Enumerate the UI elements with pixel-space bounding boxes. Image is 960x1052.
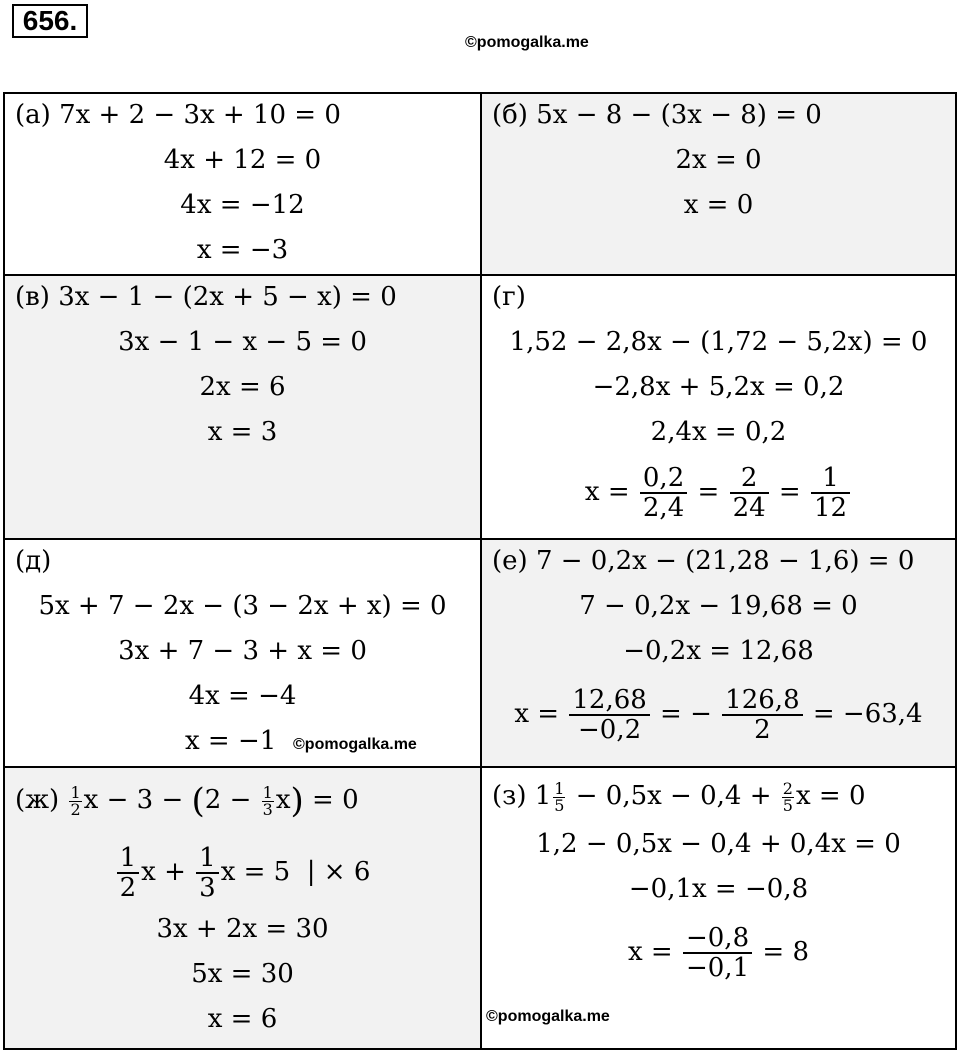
cell-e <box>481 539 956 767</box>
z-line-1: (з) 1 $\frac{1}{5}$ − 0,5x − 0,4 + $\frac{2}{5}$ x = 0 <box>492 778 866 815</box>
cell-g <box>481 275 956 539</box>
cell-v <box>4 275 481 539</box>
g-fraction-1: $\frac{0,2}{2,4}$ <box>640 464 687 522</box>
g-line-3: 2,4x = 0,2 <box>650 417 787 447</box>
zh-small-frac-third: $\frac{1}{3}$ <box>262 782 273 819</box>
z-line-2: 1,2 − 0,5x − 0,4 + 0,4x = 0 <box>536 829 901 859</box>
watermark-cell-z: ©pomogalka.me <box>486 1008 610 1025</box>
cell-zh <box>4 767 481 1049</box>
e-fraction-2: $\frac{126,8}{2}$ <box>722 686 802 744</box>
cell-a <box>4 93 481 275</box>
a-line-4: x = −3 <box>196 235 289 265</box>
zh-line-1: (ж) $\frac{1}{2}$ x − 3 − (2 − $\frac{1}{3}$ x) = 0 <box>15 781 359 821</box>
solutions-table <box>3 92 957 1050</box>
g-label: (г) <box>492 282 526 312</box>
e-fraction-1: $\frac{12,68}{-0,2}$ <box>569 686 649 744</box>
d-line-1: 5x + 7 − 2x − (3 − 2x + x) = 0 <box>38 591 447 621</box>
cell-d <box>4 539 481 767</box>
z-small-frac-fifth: $\frac{1}{5}$ <box>554 778 565 815</box>
g-fraction-3: $\frac{1}{12}$ <box>811 464 850 522</box>
zh-small-frac-half: $\frac{1}{2}$ <box>70 782 81 819</box>
e-line-1: (е) 7 − 0,2x − (21,28 − 1,6) = 0 <box>492 546 915 576</box>
v-line-4: x = 3 <box>207 417 278 447</box>
g-line-1: 1,52 − 2,8x − (1,72 − 5,2x) = 0 <box>509 327 928 357</box>
cell-z <box>481 767 956 1049</box>
zh-frac-third: $\frac{1}{3}$ <box>196 844 219 902</box>
zh-line-3: 3x + 2x = 30 <box>156 914 329 944</box>
b-line-1: (б) 5x − 8 − (3x − 8) = 0 <box>492 100 822 130</box>
e-line-2: 7 − 0,2x − 19,68 = 0 <box>579 591 858 621</box>
watermark-top: ©pomogalka.me <box>465 34 589 51</box>
d-line-3: 4x = −4 <box>188 681 297 711</box>
zh-frac-half: $\frac{1}{2}$ <box>117 844 140 902</box>
b-line-2: 2x = 0 <box>675 145 762 175</box>
a-line-1: (а) 7x + 2 − 3x + 10 = 0 <box>15 100 341 130</box>
d-line-4: x = −1 <box>185 726 277 756</box>
a-line-3: 4x = −12 <box>180 190 305 220</box>
v-line-3: 2x = 6 <box>199 372 286 402</box>
exercise-number: 656. <box>12 4 88 38</box>
v-line-2: 3x − 1 − x − 5 = 0 <box>118 327 367 357</box>
g-line-4: x = $\frac{0,2}{2,4}$ = $\frac{2}{24}$ = $\frac{1}{12}$ <box>482 452 955 532</box>
e-line-4: x = $\frac{12,68}{-0,2}$ = − $\frac{126,8}{2}$ = −63,4 <box>514 685 923 745</box>
d-line-2: 3x + 7 − 3 + x = 0 <box>118 636 367 666</box>
v-line-1: (в) 3x − 1 − (2x + 5 − x) = 0 <box>15 282 397 312</box>
z-small-frac-two-fifths: $\frac{2}{5}$ <box>782 778 793 815</box>
cell-b <box>481 93 956 275</box>
zh-line-5: x = 6 <box>207 1004 278 1034</box>
g-line-2: −2,8x + 5,2x = 0,2 <box>592 372 845 402</box>
e-line-3: −0,2x = 12,68 <box>623 636 814 666</box>
watermark-cell-d: ©pomogalka.me <box>293 736 417 753</box>
zh-line-4: 5x = 30 <box>191 959 294 989</box>
d-label: (д) <box>15 546 52 576</box>
g-fraction-2: $\frac{2}{24}$ <box>730 464 769 522</box>
zh-line-2: $\frac{1}{2}$ x + $\frac{1}{3}$ x = 5 | × 6 <box>5 832 480 912</box>
b-line-3: x = 0 <box>683 190 754 220</box>
z-line-4: x = $\frac{-0,8}{-0,1}$ = 8 <box>628 923 809 983</box>
z-fraction: $\frac{-0,8}{-0,1}$ <box>683 924 752 982</box>
a-line-2: 4x + 12 = 0 <box>163 145 322 175</box>
z-line-3: −0,1x = −0,8 <box>628 874 809 904</box>
